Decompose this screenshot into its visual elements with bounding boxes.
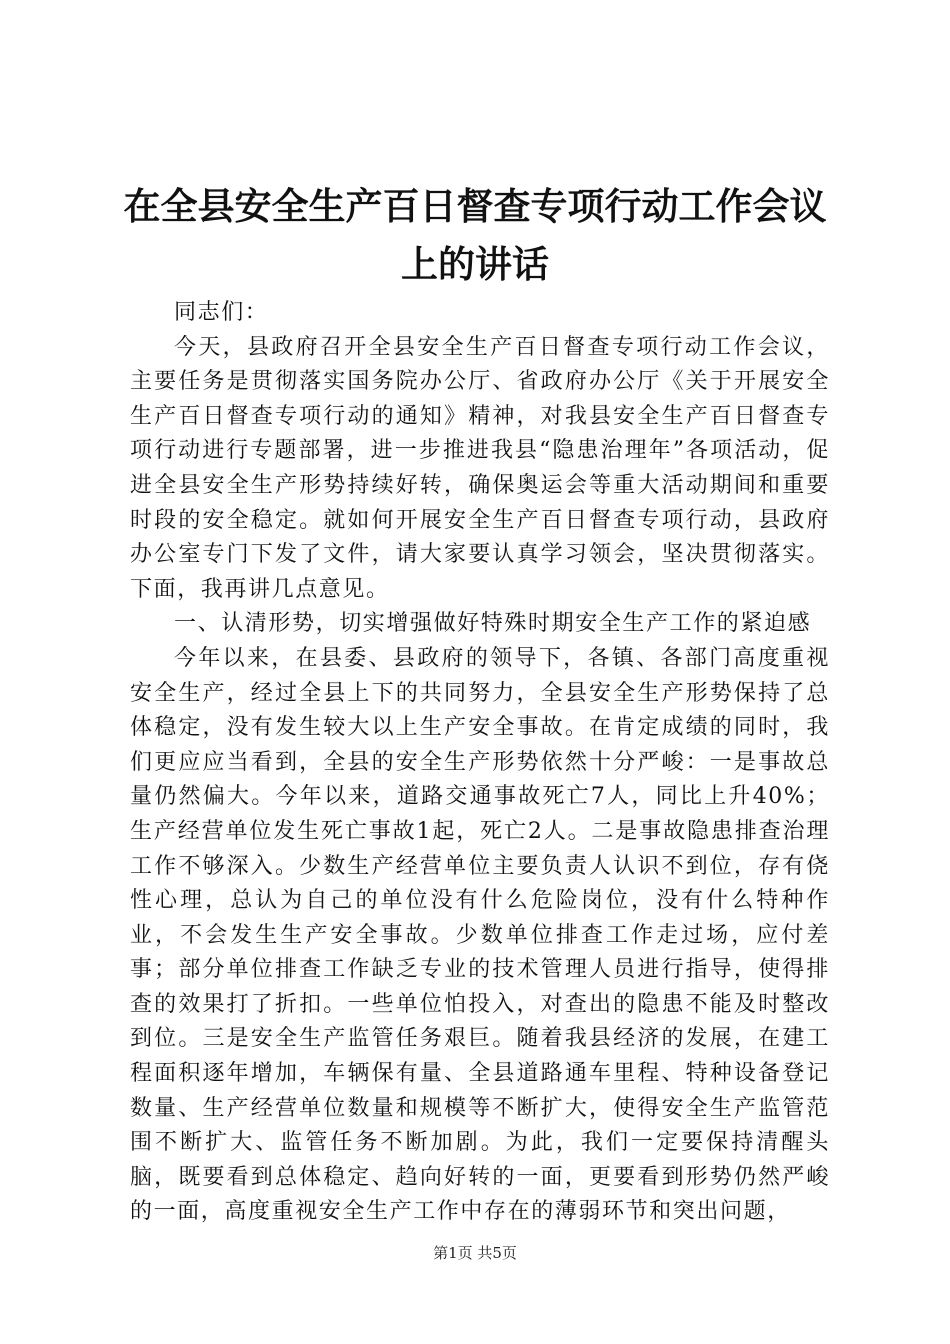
body-paragraph: 今天，县政府召开全县安全生产百日督查专项行动工作会议，主要任务是贯彻落实国务院办公厅、省政府办公厅《关于开展安全生产百日督查专项行动的通知》精神，对我县安全生产百日督查专项行动进行专题部署，进一步推进我县“隐患治理年”各项活动，促进全县安全生产形势持续好转，确保奥运会等重大活动期间和重要时段的安全稳定。就如何开展安全生产百日督查专项行动，县政府办公室专门下发了文件，请大家要认真学习领会，坚决贯彻落实。下面，我再讲几点意见。 <box>130 334 830 602</box>
body-paragraph: 今年以来，在县委、县政府的领导下，各镇、各部门高度重视安全生产，经过全县上下的共同努力，全县安全生产形势保持了总体稳定，没有发生较大以上生产安全事故。在肯定成绩的同时，我们更应应当看到，全县的安全生产形势依然十分严峻：一是事故总量仍然偏大。今年以来，道路交通事故死亡7人，同比上升40%；生产经营单位发生死亡事故1起，死亡2人。二是事故隐患排查治理工作不够深入。少数生产经营单位主要负责人认识不到位，存有侥性心理，总认为自己的单位没有什么危险岗位，没有什么特种作业，不会发生生产安全事故。少数单位排查工作走过场，应付差事；部分单位排查工作缺乏专业的技术管理人员进行指导，使得排查的效果打了折扣。一些单位怕投入，对查出的隐患不能及时整改到位。三是安全生产监管任务艰巨。随着我县经济的发展，在建工程面积逐年增加，车辆保有量、全县道路通车里程、特种设备登记数量、生产经营单位数量和规模等不断扩大，使得安全生产监管范围不断扩大、监管任务不断加剧。为此，我们一定要保持清醒头脑，既要看到总体稳定、趋向好转的一面，更要看到形势仍然严峻的一面，高度重视安全生产工作中存在的薄弱环节和突出问题， <box>130 645 830 1225</box>
document-body <box>130 296 830 1230</box>
document-title: 在全县安全生产百日督查专项行动工作会议上的讲话 <box>123 185 827 286</box>
section-heading: 一、认清形势，切实增强做好特殊时期安全生产工作的紧迫感 <box>174 611 812 637</box>
page-footer: 第1页 共5页 <box>433 1244 517 1262</box>
salutation-paragraph: 同志们： <box>174 300 269 325</box>
